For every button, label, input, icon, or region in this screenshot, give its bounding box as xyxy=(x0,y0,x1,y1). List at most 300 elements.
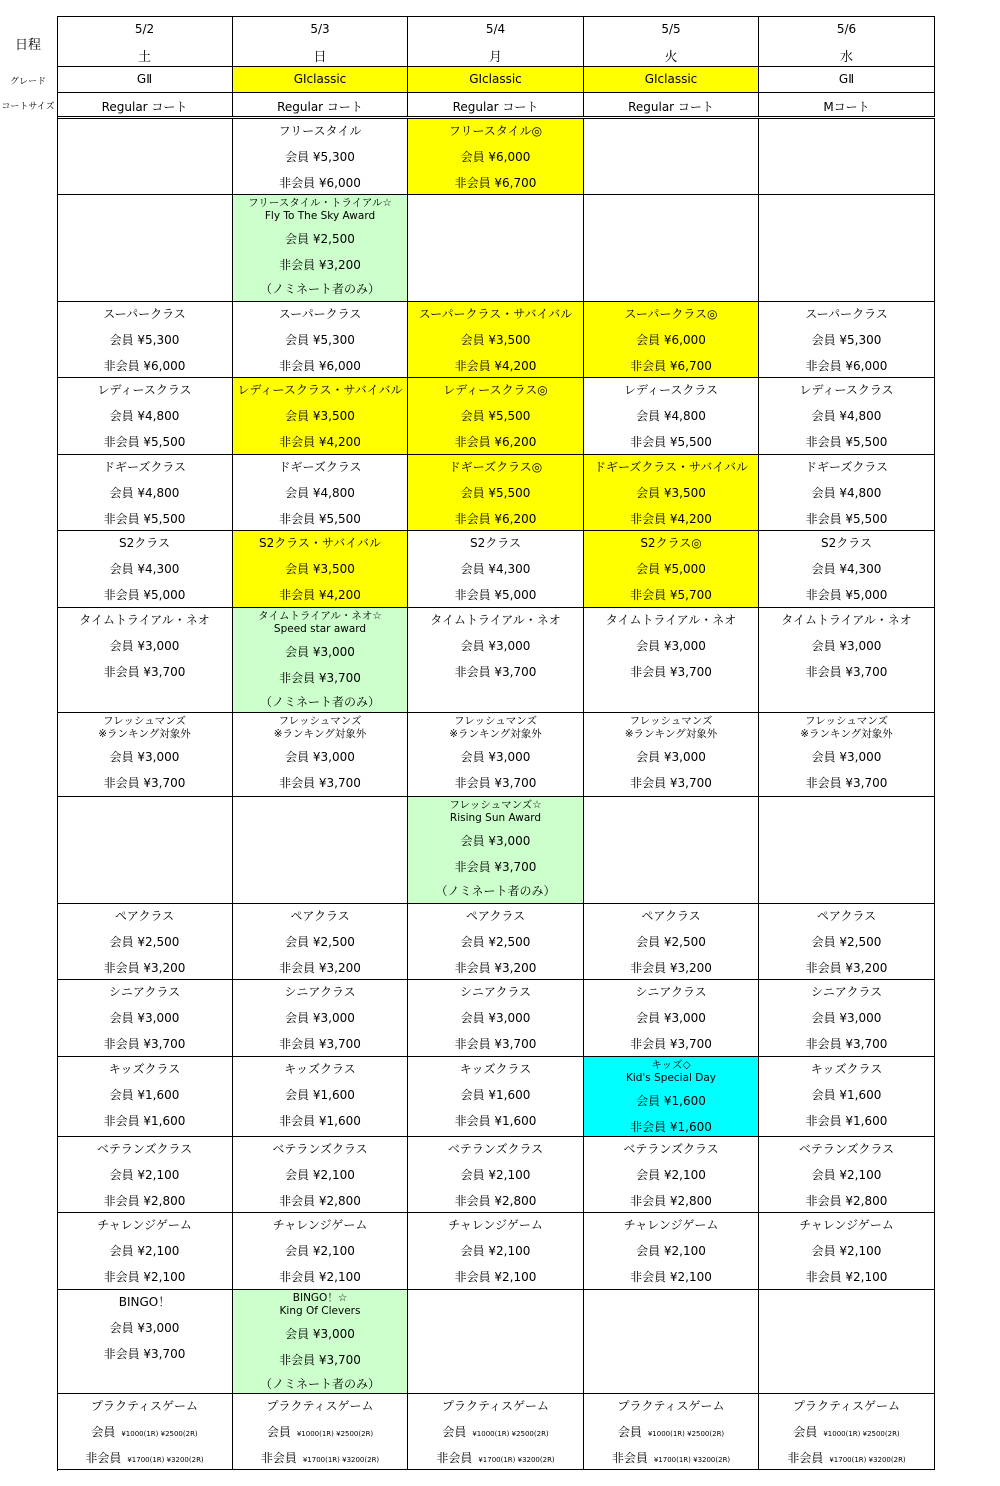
class-cell xyxy=(408,1137,584,1213)
member-fee: 会員 ¥4,300 xyxy=(460,562,531,576)
member-fee: 会員 ¥6,000 xyxy=(460,150,531,164)
header-day-3 xyxy=(408,16,584,67)
nonmember-fee: 非会員 ¥5,500 xyxy=(630,435,712,449)
class-cell xyxy=(408,1213,584,1290)
member-fee: 会員 ¥2,500 xyxy=(811,935,882,949)
member-fee: 会員 ¥3,000 xyxy=(460,639,531,653)
class-name: ペアクラス xyxy=(465,909,526,923)
member-fee: 会員 ¥2,100 xyxy=(109,1168,180,1182)
nonmember-label: 非会員 xyxy=(436,1451,473,1465)
class-cell xyxy=(57,1290,233,1394)
nonmember-price: ¥1700(1R) ¥3200(2R) xyxy=(127,1456,204,1464)
header-grade-1 xyxy=(57,67,233,93)
empty-cell xyxy=(584,195,759,302)
class-name: レディースクラス xyxy=(623,383,719,397)
member-fee: 会員 ¥2,100 xyxy=(109,1244,180,1258)
class-cell xyxy=(233,195,408,302)
member-fee: 会員 ¥3,000 xyxy=(636,639,706,653)
nonmember-price: ¥1700(1R) ¥3200(2R) xyxy=(302,1456,380,1464)
class-name: タイムトライアル・ネオ xyxy=(430,613,561,627)
class-name: プラクティスゲーム xyxy=(266,1399,374,1413)
nonmember-label: 非会員 xyxy=(85,1451,122,1465)
class-cell xyxy=(233,1057,408,1137)
member-fee: 会員 ¥3,000 xyxy=(636,1011,706,1025)
nonmember-fee: 非会員 ¥6,000 xyxy=(279,176,361,190)
nonmember-fee: 非会員 ¥1,600 xyxy=(805,1114,888,1128)
class-cell xyxy=(408,302,584,378)
nonmember-fee: 非会員 ¥3,700 xyxy=(630,1037,712,1051)
class-name: キッズクラス xyxy=(108,1062,181,1076)
member-fee: 会員 ¥4,800 xyxy=(636,409,706,423)
nonmember-fee: 非会員 ¥3,700 xyxy=(103,776,186,790)
nonmember-fee: 非会員 ¥3,700 xyxy=(805,665,888,679)
member-fee: 会員 ¥5,300 xyxy=(109,333,180,347)
member-fee: 会員 ¥1,600 xyxy=(460,1088,531,1102)
class-cell xyxy=(408,378,584,455)
member-fee: 会員 ¥5,500 xyxy=(460,486,531,500)
empty-cell xyxy=(57,119,233,195)
nonmember-fee: 非会員 ¥3,700 xyxy=(103,665,186,679)
class-cell xyxy=(584,378,759,455)
class-cell xyxy=(408,608,584,713)
member-fee: 会員 ¥5,300 xyxy=(285,150,355,164)
class-name: チャレンジゲーム xyxy=(272,1218,368,1232)
class-cell xyxy=(57,1137,233,1213)
class-name: フレッシュマンズ xyxy=(629,715,713,727)
nonmember-price: ¥1700(1R) ¥3200(2R) xyxy=(829,1456,906,1464)
class-cell xyxy=(57,1057,233,1137)
member-price: ¥1000(1R) ¥2500(2R) xyxy=(647,1430,725,1438)
member-fee: 会員 ¥4,300 xyxy=(109,562,180,576)
nonmember-fee: 非会員 ¥5,000 xyxy=(805,588,888,602)
class-name: フレッシュマンズ xyxy=(454,715,537,727)
nonmember-fee: 非会員 ¥3,700 xyxy=(103,1347,186,1361)
empty-cell xyxy=(584,119,759,195)
member-fee xyxy=(233,1425,407,1441)
header-court-5 xyxy=(759,93,935,117)
class-cell xyxy=(233,1137,408,1213)
class-cell xyxy=(57,531,233,608)
nonmember-fee: 非会員 ¥2,100 xyxy=(805,1270,888,1284)
member-fee: 会員 ¥1,600 xyxy=(636,1094,706,1108)
nonmember-fee: 非会員 ¥3,700 xyxy=(630,776,712,790)
class-cell xyxy=(408,1057,584,1137)
nonmember-label: 非会員 xyxy=(611,1451,648,1465)
class-name: シニアクラス xyxy=(108,985,181,999)
member-fee: 会員 ¥2,500 xyxy=(285,935,355,949)
member-fee: 会員 ¥4,800 xyxy=(109,486,180,500)
class-name: チャレンジゲーム xyxy=(799,1218,894,1232)
nonmember-price: ¥1700(1R) ¥3200(2R) xyxy=(653,1456,731,1464)
nonmember-fee: 非会員 ¥2,800 xyxy=(805,1194,888,1208)
member-fee: 会員 ¥3,500 xyxy=(460,333,531,347)
nonmember-fee: 非会員 ¥4,200 xyxy=(279,588,361,602)
member-fee: 会員 ¥3,000 xyxy=(285,750,355,764)
nonmember-fee: 非会員 ¥1,600 xyxy=(103,1114,186,1128)
class-cell xyxy=(584,608,759,713)
empty-cell xyxy=(584,797,759,904)
class-subtitle: Speed star award xyxy=(273,623,367,635)
class-cell xyxy=(759,980,935,1057)
member-fee: 会員 ¥4,800 xyxy=(811,409,882,423)
class-name: レディースクラス xyxy=(799,383,894,397)
row-label-schedule: 日程 xyxy=(14,38,41,53)
class-cell xyxy=(408,119,584,195)
class-name: タイムトライアル・ネオ☆ xyxy=(258,610,382,622)
member-label: 会員 xyxy=(91,1425,116,1439)
nonmember-fee: 非会員 ¥3,700 xyxy=(279,671,361,685)
class-cell xyxy=(759,608,935,713)
header-grade-4 xyxy=(584,67,759,93)
member-fee: 会員 ¥4,800 xyxy=(285,486,355,500)
header-grade-2 xyxy=(233,67,408,93)
member-fee: 会員 ¥3,000 xyxy=(109,639,180,653)
class-name: BINGO！☆ xyxy=(292,1292,348,1304)
class-name: S2クラス xyxy=(470,536,521,550)
class-name: S2クラス xyxy=(119,536,170,550)
class-name: チャレンジゲーム xyxy=(448,1218,543,1232)
member-fee: 会員 ¥3,000 xyxy=(636,750,706,764)
member-fee xyxy=(408,1425,583,1441)
class-cell xyxy=(408,455,584,531)
nonmember-fee: 非会員 ¥1,600 xyxy=(630,1120,712,1134)
grade-label: GⅠclassic xyxy=(469,72,522,86)
grade-label: GⅡ xyxy=(838,72,855,86)
member-fee: 会員 ¥2,100 xyxy=(636,1244,706,1258)
nominee-note: （ノミネート者のみ） xyxy=(435,884,556,898)
nonmember-fee: 非会員 ¥6,200 xyxy=(454,435,537,449)
nonmember-fee: 非会員 ¥1,600 xyxy=(454,1114,537,1128)
class-cell xyxy=(584,302,759,378)
class-cell xyxy=(584,1394,759,1470)
member-label: 会員 xyxy=(442,1425,467,1439)
class-name: チャレンジゲーム xyxy=(623,1218,719,1232)
header-court-1 xyxy=(57,93,233,117)
member-fee: 会員 ¥3,500 xyxy=(285,562,355,576)
nonmember-fee: 非会員 ¥3,700 xyxy=(279,1353,361,1367)
class-cell xyxy=(57,1394,233,1470)
class-name: ドギーズクラス xyxy=(804,460,889,474)
class-name: チャレンジゲーム xyxy=(97,1218,192,1232)
class-cell xyxy=(759,1394,935,1470)
header-date: 5/6 xyxy=(836,22,857,36)
class-name: フレッシュマンズ xyxy=(103,715,186,727)
class-cell xyxy=(57,713,233,797)
grade-label: GⅠclassic xyxy=(644,72,698,86)
nonmember-fee: 非会員 ¥3,200 xyxy=(805,961,888,975)
empty-cell xyxy=(57,195,233,302)
class-cell xyxy=(57,302,233,378)
member-fee: 会員 ¥2,100 xyxy=(285,1244,355,1258)
nonmember-fee: 非会員 ¥3,700 xyxy=(805,776,888,790)
nonmember-fee: 非会員 ¥6,000 xyxy=(805,359,888,373)
row-label-grade: グレード xyxy=(9,77,46,87)
class-cell xyxy=(408,904,584,980)
class-name: タイムトライアル・ネオ xyxy=(605,613,737,627)
member-fee: 会員 ¥5,000 xyxy=(636,562,706,576)
member-price: ¥1000(1R) ¥2500(2R) xyxy=(823,1430,900,1438)
nonmember-label: 非会員 xyxy=(260,1451,297,1465)
class-name: シニアクラス xyxy=(810,985,883,999)
member-fee: 会員 ¥4,800 xyxy=(811,486,882,500)
class-name: フリースタイル◎ xyxy=(448,124,543,138)
class-cell xyxy=(233,1394,408,1470)
nonmember-fee: 非会員 ¥5,000 xyxy=(454,588,537,602)
class-name: スーパークラス xyxy=(103,307,186,321)
class-cell xyxy=(408,531,584,608)
nonmember-fee: 非会員 ¥3,700 xyxy=(630,665,712,679)
class-name: レディースクラス・サバイバル xyxy=(237,383,403,397)
member-fee: 会員 ¥3,000 xyxy=(460,834,531,848)
member-fee: 会員 ¥5,500 xyxy=(460,409,531,423)
class-name: フレッシュマンズ xyxy=(278,715,362,727)
header-day-1 xyxy=(57,16,233,67)
header-date: 5/3 xyxy=(310,22,330,36)
class-name: ベテランズクラス xyxy=(623,1142,719,1156)
class-name: スーパークラス◎ xyxy=(624,307,718,321)
class-name: ベテランズクラス xyxy=(447,1142,544,1156)
empty-cell xyxy=(233,797,408,904)
nonmember-fee: 非会員 ¥6,200 xyxy=(454,512,537,526)
member-fee: 会員 ¥2,100 xyxy=(460,1244,531,1258)
class-cell xyxy=(584,1137,759,1213)
class-name: BINGO！ xyxy=(118,1295,171,1309)
nonmember-fee: 非会員 ¥6,000 xyxy=(279,359,361,373)
header-court-4 xyxy=(584,93,759,117)
nonmember-fee: 非会員 ¥2,100 xyxy=(103,1270,186,1284)
nonmember-fee: 非会員 ¥5,500 xyxy=(103,435,186,449)
nonmember-price: ¥1700(1R) ¥3200(2R) xyxy=(478,1456,555,1464)
member-fee: 会員 ¥1,600 xyxy=(285,1088,355,1102)
nonmember-fee: 非会員 ¥5,500 xyxy=(103,512,186,526)
nonmember-fee: 非会員 ¥6,000 xyxy=(103,359,186,373)
class-name: フリースタイル xyxy=(278,124,362,138)
class-cell xyxy=(233,904,408,980)
member-fee: 会員 ¥1,600 xyxy=(811,1088,882,1102)
nominee-note: （ノミネート者のみ） xyxy=(259,1377,380,1391)
class-subtitle: ※ランキング対象外 xyxy=(273,728,367,740)
member-fee: 会員 ¥2,500 xyxy=(109,935,180,949)
member-price: ¥1000(1R) ¥2500(2R) xyxy=(296,1430,374,1438)
nonmember-fee: 非会員 ¥3,700 xyxy=(454,776,537,790)
nonmember-fee xyxy=(584,1451,758,1467)
grade-label: GⅡ xyxy=(136,72,153,86)
header-day-2 xyxy=(233,16,408,67)
empty-cell xyxy=(584,1290,759,1394)
nonmember-fee: 非会員 ¥3,700 xyxy=(454,665,537,679)
court-size-label: Regular コート xyxy=(277,100,363,114)
member-fee: 会員 ¥5,300 xyxy=(285,333,355,347)
class-cell xyxy=(57,980,233,1057)
class-subtitle: ※ランキング対象外 xyxy=(449,728,542,740)
nonmember-fee: 非会員 ¥3,200 xyxy=(454,961,537,975)
class-cell xyxy=(759,302,935,378)
empty-cell xyxy=(759,1290,935,1394)
class-name: レディースクラス xyxy=(97,383,192,397)
class-subtitle: ※ランキング対象外 xyxy=(800,728,893,740)
nonmember-fee: 非会員 ¥4,200 xyxy=(630,512,712,526)
class-cell xyxy=(233,1213,408,1290)
member-fee: 会員 ¥3,000 xyxy=(285,645,355,659)
class-name: プラクティスゲーム xyxy=(617,1399,725,1413)
header-date: 5/5 xyxy=(661,22,681,36)
nominee-note: （ノミネート者のみ） xyxy=(259,695,380,709)
nonmember-fee: 非会員 ¥3,700 xyxy=(454,1037,537,1051)
nonmember-fee: 非会員 ¥2,800 xyxy=(630,1194,712,1208)
class-cell xyxy=(759,455,935,531)
class-subtitle: Fly To The Sky Award xyxy=(264,210,376,222)
nonmember-fee: 非会員 ¥3,700 xyxy=(805,1037,888,1051)
header-grade-5 xyxy=(759,67,935,93)
class-cell xyxy=(759,1137,935,1213)
nonmember-fee: 非会員 ¥2,800 xyxy=(279,1194,361,1208)
nonmember-fee: 非会員 ¥6,700 xyxy=(454,176,537,190)
empty-cell xyxy=(408,1290,584,1394)
empty-cell xyxy=(759,797,935,904)
class-cell xyxy=(759,713,935,797)
class-cell xyxy=(57,378,233,455)
class-name: プラクティスゲーム xyxy=(90,1399,199,1413)
class-name: キッズクラス xyxy=(459,1062,532,1076)
class-name: S2クラス◎ xyxy=(640,536,702,550)
class-cell xyxy=(759,378,935,455)
nonmember-fee: 非会員 ¥3,700 xyxy=(454,860,537,874)
class-name: タイムトライアル・ネオ xyxy=(79,613,210,627)
class-cell xyxy=(584,904,759,980)
nonmember-fee: 非会員 ¥5,500 xyxy=(805,512,888,526)
class-cell xyxy=(584,713,759,797)
court-size-label: Mコート xyxy=(823,100,870,114)
class-name: プラクティスゲーム xyxy=(441,1399,550,1413)
class-cell xyxy=(759,1057,935,1137)
class-name: ペアクラス xyxy=(114,909,175,923)
member-fee: 会員 ¥4,300 xyxy=(811,562,882,576)
grade-label: GⅠclassic xyxy=(293,72,347,86)
nonmember-fee xyxy=(408,1451,583,1467)
nonmember-fee: 非会員 ¥3,200 xyxy=(279,961,361,975)
nonmember-fee: 非会員 ¥2,100 xyxy=(630,1270,712,1284)
nonmember-fee: 非会員 ¥1,600 xyxy=(279,1114,361,1128)
class-name: S2クラス xyxy=(821,536,872,550)
class-cell xyxy=(233,980,408,1057)
class-name: ペアクラス xyxy=(641,909,701,923)
class-cell xyxy=(57,904,233,980)
class-cell xyxy=(57,1213,233,1290)
member-label: 会員 xyxy=(617,1425,642,1439)
member-fee: 会員 ¥2,100 xyxy=(460,1168,531,1182)
class-name: キッズクラス xyxy=(810,1062,883,1076)
member-fee: 会員 ¥2,100 xyxy=(285,1168,355,1182)
member-fee: 会員 ¥3,000 xyxy=(460,1011,531,1025)
member-fee: 会員 ¥3,000 xyxy=(285,1327,355,1341)
member-fee: 会員 ¥2,500 xyxy=(285,232,355,246)
member-fee xyxy=(57,1425,232,1441)
header-court-2 xyxy=(233,93,408,117)
class-name: ドギーズクラス xyxy=(102,460,187,474)
class-cell xyxy=(233,378,408,455)
class-cell xyxy=(408,713,584,797)
member-fee: 会員 ¥1,600 xyxy=(109,1088,180,1102)
nonmember-fee: 非会員 ¥2,800 xyxy=(454,1194,537,1208)
class-name: レディースクラス◎ xyxy=(443,383,548,397)
nonmember-fee: 非会員 ¥3,700 xyxy=(279,776,361,790)
class-cell xyxy=(408,797,584,904)
header-grade-3 xyxy=(408,67,584,93)
class-cell xyxy=(233,531,408,608)
class-name: タイムトライアル・ネオ xyxy=(781,613,912,627)
class-name: ベテランズクラス xyxy=(272,1142,368,1156)
member-fee: 会員 ¥3,500 xyxy=(285,409,355,423)
member-fee: 会員 ¥5,300 xyxy=(811,333,882,347)
nonmember-fee: 非会員 ¥3,200 xyxy=(630,961,712,975)
class-name: ドギーズクラス◎ xyxy=(448,460,543,474)
class-cell xyxy=(233,302,408,378)
class-subtitle: ※ランキング対象外 xyxy=(98,728,191,740)
class-name: シニアクラス xyxy=(284,985,356,999)
nonmember-fee: 非会員 ¥5,700 xyxy=(630,588,712,602)
member-price: ¥1000(1R) ¥2500(2R) xyxy=(121,1430,198,1438)
header-date: 5/4 xyxy=(485,22,506,36)
class-name: ペアクラス xyxy=(816,909,877,923)
court-size-label: Regular コート xyxy=(452,100,539,114)
nonmember-fee xyxy=(759,1451,934,1467)
member-fee: 会員 ¥2,500 xyxy=(636,935,706,949)
row-label-court: コートサイズ xyxy=(1,102,55,112)
header-date: 5/2 xyxy=(134,22,155,36)
header-weekday: 月 xyxy=(488,50,502,65)
class-cell xyxy=(759,531,935,608)
empty-cell xyxy=(57,797,233,904)
class-cell xyxy=(584,1213,759,1290)
nonmember-fee: 非会員 ¥3,200 xyxy=(103,961,186,975)
member-fee xyxy=(584,1425,758,1441)
nonmember-fee: 非会員 ¥5,500 xyxy=(279,512,361,526)
class-cell xyxy=(233,455,408,531)
nonmember-fee: 非会員 ¥6,700 xyxy=(630,359,712,373)
nonmember-fee: 非会員 ¥5,500 xyxy=(805,435,888,449)
member-fee xyxy=(759,1425,934,1441)
class-cell xyxy=(233,119,408,195)
class-cell xyxy=(57,608,233,713)
member-fee: 会員 ¥6,000 xyxy=(636,333,706,347)
member-fee: 会員 ¥4,800 xyxy=(109,409,180,423)
header-court-3 xyxy=(408,93,584,117)
header-weekday: 日 xyxy=(313,50,327,65)
member-fee: 会員 ¥3,000 xyxy=(285,1011,355,1025)
member-fee: 会員 ¥2,100 xyxy=(811,1244,882,1258)
member-fee: 会員 ¥3,500 xyxy=(636,486,706,500)
nonmember-fee: 非会員 ¥3,700 xyxy=(103,1037,186,1051)
class-cell xyxy=(233,713,408,797)
class-name: ペアクラス xyxy=(290,909,350,923)
class-name: ドギーズクラス・サバイバル xyxy=(593,460,749,474)
class-name: ベテランズクラス xyxy=(798,1142,895,1156)
court-size-label: Regular コート xyxy=(101,100,188,114)
member-fee: 会員 ¥2,100 xyxy=(636,1168,706,1182)
class-name: フレッシュマンズ☆ xyxy=(449,799,542,811)
class-cell xyxy=(584,1057,759,1137)
member-fee: 会員 ¥2,500 xyxy=(460,935,531,949)
class-cell xyxy=(584,455,759,531)
class-name: キッズクラス xyxy=(284,1062,356,1076)
class-subtitle: Kid's Special Day xyxy=(625,1072,717,1084)
class-subtitle: Rising Sun Award xyxy=(449,812,542,824)
nonmember-fee: 非会員 ¥4,200 xyxy=(454,359,537,373)
nonmember-fee: 非会員 ¥4,200 xyxy=(279,435,361,449)
empty-cell xyxy=(759,119,935,195)
member-fee: 会員 ¥3,000 xyxy=(811,639,882,653)
class-name: スーパークラス xyxy=(278,307,362,321)
